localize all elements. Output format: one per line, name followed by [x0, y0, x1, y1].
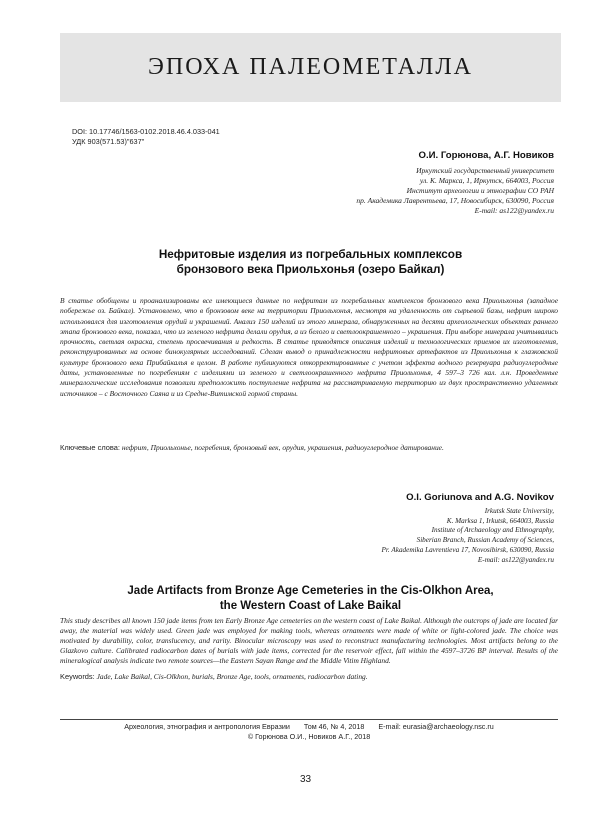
- authors-ru: О.И. Горюнова, А.Г. Новиков: [418, 150, 554, 161]
- footer-divider: [60, 719, 558, 720]
- affiliation-line: пр. Академика Лаврентьева, 17, Новосибирск, 630090, Россия: [356, 196, 554, 206]
- affiliation-line: Pr. Akademika Lavrentieva 17, Novosibirsk, 630090, Russia: [381, 545, 554, 554]
- abstract-ru: В статье обобщены и проанализированы все имеющиеся данные по нефритам из погребальных комплексов бронзового века Приольхонья (западное побережье оз. Байкал). Установлено, что в бронзовом веке на территории Приольхонья, несмотря на удаленность от сырьевой базы, нефрит широко использовался для изготовления орудий и украшений. Анализ 150 изделий из этого минерала, обнаруженных на десяти археологических объектах раннего этапа бронзового века, показал, что из зеленого нефрита делали орудия, а из белого и светлоокрашенного – украшения. При выборе минерала учитывались прочность, светлая окраска, степень просвечивания и редкость. В статье приводятся описания изделий и технологических приемов их изготовления, реконструированных на основе бинокулярных исследований. Сделан вывод о принадлежности нефритовых артефактов из Приольхонья к глазковской культуре бронзового века Прибайкалья в целом. В работе публикуются откорректированные с учетом эффекта водного резервуара радиоуглеродные даты, установленные по погребениям с изделиями из зеленого и светлоокрашенного нефрита Приольхонья, 4 597–3 726 кал. л.н. Проведенные минералогические исследования позволили предположить поступление нефрита на рассматриваемую территорию из двух пространственно удаленных источников – с Восточного Саяна и из Средне-Витимской горной страны.: [60, 296, 558, 398]
- article-meta: [72, 127, 220, 147]
- journal-volume: Том 46, № 4, 2018: [303, 722, 365, 731]
- keywords-text-ru: нефрит, Приольхонье, погребения, бронзовый век, орудия, украшения, радиоуглеродное датирование.: [121, 443, 444, 452]
- affiliation-ru: [174, 166, 554, 216]
- affiliation-line: ул. К. Маркса, 1, Иркутск, 664003, Россия: [419, 176, 554, 186]
- affiliation-en: [254, 507, 554, 565]
- doi: DOI: 10.17746/1563-0102.2018.46.4.033-041: [72, 127, 220, 136]
- udk: УДК 903(571.53)"637": [72, 137, 145, 146]
- affiliation-line: Siberian Branch, Russian Academy of Sciences,: [416, 536, 554, 545]
- affiliation-line: Institute of Archaeology and Ethnography,: [431, 526, 554, 535]
- copyright: © Горюнова О.И., Новиков А.Г., 2018: [247, 732, 371, 741]
- journal-email: E-mail: eurasia@archaeology.nsc.ru: [378, 722, 494, 731]
- abstract-en: This study describes all known 150 jade items from ten Early Bronze Age cemeteries on the western coast of Lake Baikal. Although the outcrops of jade are located far away, the material was widely used. Green jade was employed for making tools, whereas ornaments were made of white or light-colored jade. The choice was motivated by durability, color, translucency, and rarity. Binocular microscopy was used to reconstruct manufacturing technologies. Most artifacts belong to the Glazkovo culture. Calibrated radiocarbon dates of burials with jade items, corrected for the reservoir effect, fall within the 4597–3726 BP interval. Results of the mineralogical analysis indicate two remote sources—the Eastern Sayan Range and the Middle Vitim Highland.: [60, 616, 558, 666]
- article-title-ru: [60, 247, 561, 277]
- keywords-label-en: Keywords:: [60, 672, 95, 681]
- section-banner: [60, 33, 561, 102]
- title-line: Нефритовые изделия из погребальных комплексов: [158, 248, 463, 261]
- keywords-label-ru: Ключевые слова:: [60, 443, 120, 452]
- affiliation-line: K. Marksa 1, Irkutsk, 664003, Russia: [446, 516, 554, 525]
- footer: [60, 722, 558, 742]
- email-en: E-mail: as122@yandex.ru: [477, 555, 554, 564]
- section-title: ЭПОХА ПАЛЕОМЕТАЛЛА: [148, 54, 473, 80]
- keywords-text-en: Jade, Lake Baikal, Cis-Olkhon, burials, Bronze Age, tools, ornaments, radiocarbon dating.: [96, 672, 368, 681]
- email-ru: E-mail: as122@yandex.ru: [474, 206, 554, 216]
- article-title-en: [60, 584, 561, 613]
- affiliation-line: Институт археологии и этнографии СО РАН: [406, 186, 554, 196]
- journal-name: Археология, этнография и антропология Евразии: [124, 722, 290, 731]
- affiliation-line: Irkutsk State University,: [484, 507, 554, 515]
- keywords-en: [60, 672, 558, 682]
- title-line: Jade Artifacts from Bronze Age Cemeteries in the Cis-Olkhon Area,: [127, 585, 494, 597]
- keywords-ru: [60, 443, 558, 453]
- affiliation-line: Иркутский государственный университет: [416, 166, 554, 175]
- title-line: бронзового века Приольхонья (озеро Байкал): [176, 263, 445, 276]
- authors-en: O.I. Goriunova and A.G. Novikov: [406, 492, 554, 503]
- page-number: 33: [299, 774, 312, 785]
- title-line: the Western Coast of Lake Baikal: [219, 599, 402, 612]
